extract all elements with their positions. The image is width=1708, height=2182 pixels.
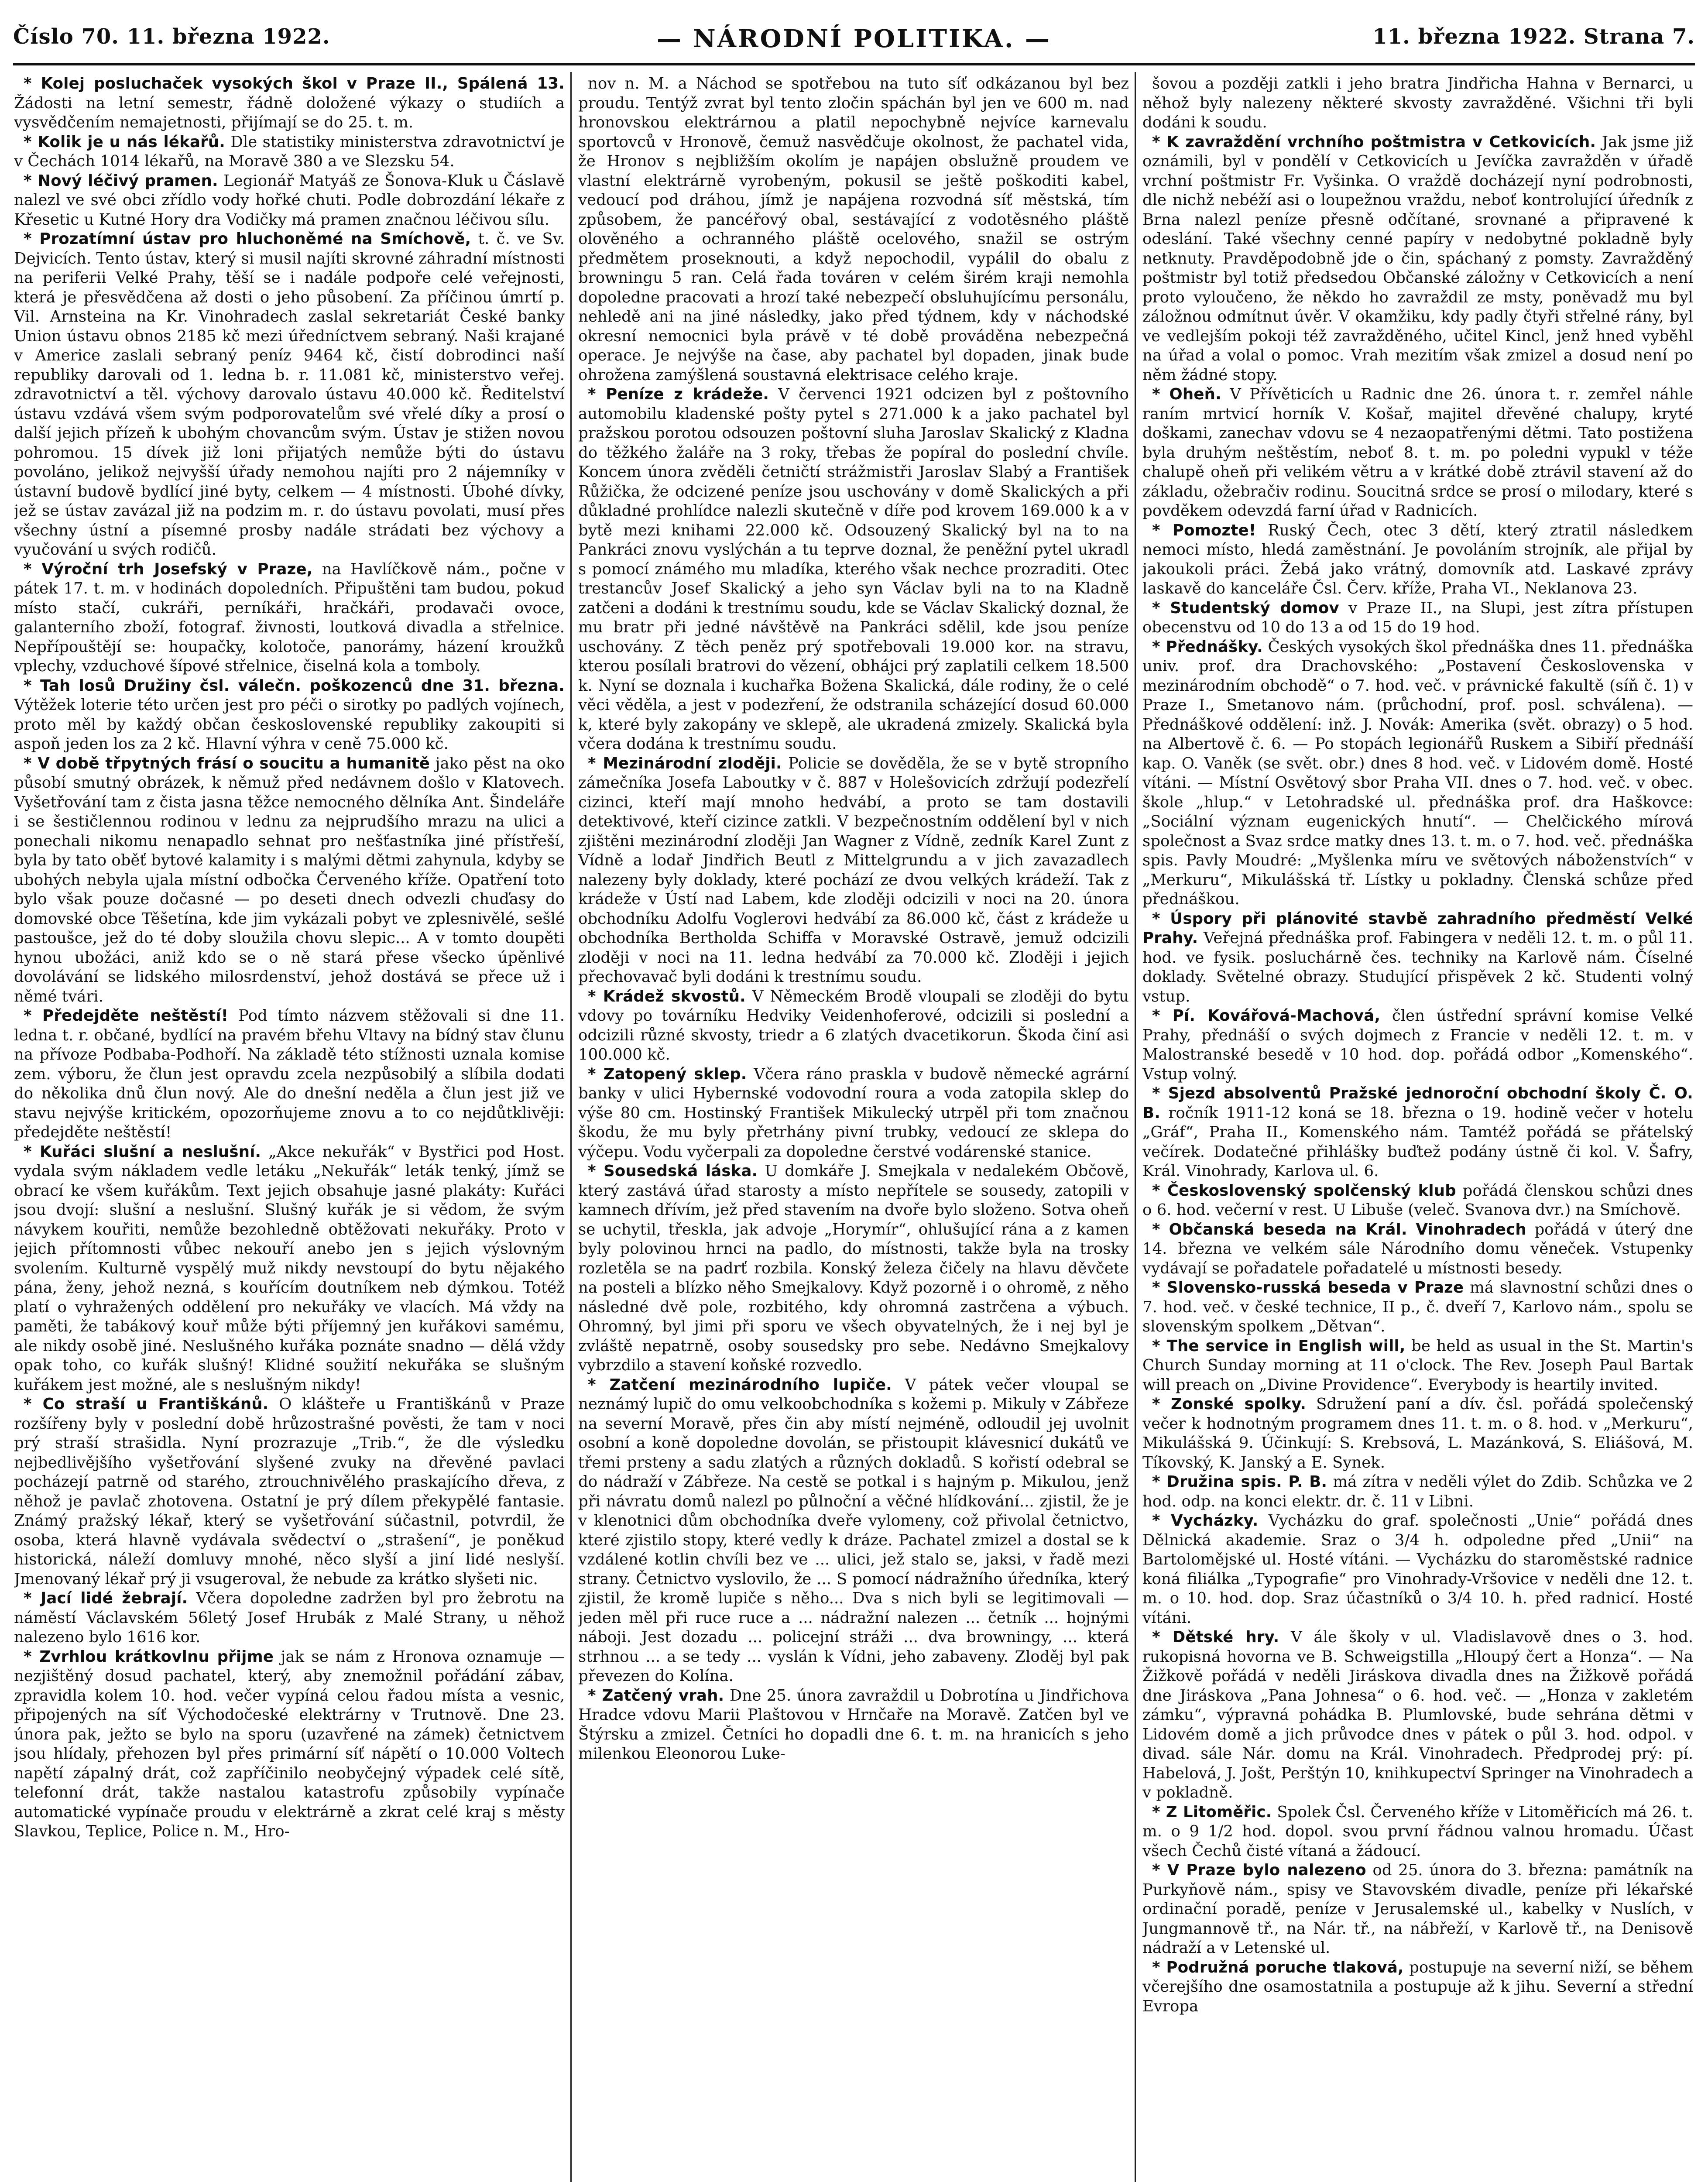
- article-body: Jak jsme již oznámili, byl v pondělí v Cetkovicích u Jevíčka zavražděn v úřadě vrchní poštmistr Fr. Vyšinka. O vraždě docházejí nyní podrobnosti, dle nichž nebéží asi o loupežnou vraždu, neboť kontrolující úředník z Brna nalezl peníze přesně odčítané, srovnané a připravené k odeslání. Také všechny cenné papíry v nedobytné pokladně byly netknuty. Pravděpodobně jde o čin, spáchaný z pomsty. Zavražděný poštmistr byl totiž předsedou Občanské záložny v Cetkovicích a není proto vyloučeno, že někdo ho zavraždil ze msty, poněvadž mu byl záložnou odmítnut úvěr. V okamžiku, kdy padly čtyři střelné rány, byl ve vedlejším pokoji též zavražděného, učitel Kincl, jenž hned vyběhl na úřad a volal o pomoc. Vrah mezitím však zmizel a dosud není po něm žádné stopy.: [1142, 133, 1693, 384]
- article-body: O klášteře u Františkánů v Praze rozšířeny byly v poslední době hrůzostrašné pověsti, že tam v noci prý straší strašidla. Nyní prozrazuje „Trib.“, že dle výsledku nejbedlivějšího vyšetřování slyšené zvuky na dřevěné pavlaci pocházejí patrně od starého, ztrouchnivělého praskajícího dřeva, z něhož je pavlač zhotovena. Ostatní je prý dílem překypělé fantasie. Známý pražský lékař, který se vyšetřování súčastnil, potvrdil, že osoba, která hlavně vydávala svědectví o „strašení“, je poněkud historická, náleží domluvy mnohé, něco slyší a jiní lidé neslyší. Jmenovaný lékař prý ji vsugeroval, že nebude za krátko slyšeti nic.: [14, 1395, 565, 1588]
- article-body: U domkáře J. Smejkala v nedalekém Občově, který zastává úřad starosty a místo nepřítele se sousedy, zatopili v kamnech dřívím, jež před stavením na dvoře bylo složeno. Sotva oheň se uchytil, třeskla, jak advoje „Horymír“, ohlušující rána a z kamen byly polovinou hrnci na padlo, do místnosti, takže byla na trosky rozletěla se na padrť rozbila. Konský železa čičely na hlavu děvčete na posteli a blízko něho Smejkalovy. Když pozorně i o ohromě, z něho následné dvě pole, rozbitého, kdy ohromná zastrčena a výbuch. Ohromný, byl jimi při sporu ve všech obyvatelných, že i nej byl je zvláště nepatrně, osoby sousedsky pro sebe. Nedávno Smejkalovy vybrzdilo a stavení koňské rozvedlo.: [578, 1162, 1129, 1374]
- article-headline: * Pomozte!: [1152, 521, 1256, 539]
- article-body: Žádosti na letní semestr, řádně doložené výkazy o studiích a vysvědčením nemajetnosti, přijímají se do 25. t. m.: [14, 94, 565, 131]
- article-headline: * Pí. Kovářová-Machová,: [1152, 1007, 1381, 1025]
- article-body: šovou a později zatkli i jeho bratra Jindřicha Hahna v Bernarci, u něhož byly nalezeny některé skvosty zavražděné. Všichni tři byli dodáni k soudu.: [1142, 75, 1693, 131]
- article: [1142, 1958, 1693, 2017]
- article-body: pořádá v úterý dne 14. března ve velkém sále Národního domu věneček. Vstupenky vydávají se pořadatele pořadatelé u místnosti besedy.: [1142, 1220, 1693, 1277]
- article: [1142, 1803, 1693, 1861]
- article-headline: * Sjezd absolventů Pražské jednoroční obchodní školy Č. O. B.: [1142, 1084, 1693, 1122]
- article: [1142, 1511, 1693, 1628]
- article: [578, 754, 1129, 987]
- article-headline: * V Praze bylo nalezeno: [1152, 1861, 1366, 1879]
- article-body: Výtěžek loterie této určen jest pro péči o sirotky po padlých vojínech, proto měl by každý občan československé republiky zakoupiti si aspoň jeden los za 2 kč. Hlavní výhra v ceně 75.000 kč.: [14, 696, 565, 753]
- page-header: [13, 0, 1695, 65]
- article-body: člen ústřední správní komise Velké Prahy, přednáší o svých dojmech z Francie v neděli 12. t. m. v Malostranské besedě v 10 hod. dop. pořádá odbor „Komenského“. Vstup volný.: [1142, 1007, 1693, 1083]
- article-headline: * Vycházky.: [1152, 1512, 1259, 1530]
- article-headline: * V době třpytných frásí o soucitu a humanitě: [24, 754, 430, 772]
- text-column-3: [1142, 74, 1693, 2182]
- article-body: V ále školy v ul. Vladislavově dnes o 3. hod. rukopisná hovorna ve B. Schweigstilla „Hloupý čert a Honza“. — Na Žižkově pořádá v neděli Jiráskova divadla dnes na Žižkově pořádá dne Jiráskova „Pana Johnesa“ o 6. hod. več. — „Honza v zakletém zámku“, výpravná pohádka B. Plumlovské, bude sehrána dětmi v Lidovém domě a jich průvodce dnes v pátek o půl 3. hod. odpol. v divad. sále Nár. domu na Král. Vinohradech. Předprodej prý: pí. Habelová, J. Jošt, Perštýn 10, knihkupectví Springer na Vinohradech a v pokladně.: [1142, 1628, 1693, 1801]
- text-column-1: [14, 74, 565, 2182]
- column-divider: [1135, 72, 1136, 2182]
- article: [578, 1065, 1129, 1162]
- article-headline: * Občanská beseda na Král. Vinohradech: [1152, 1220, 1526, 1239]
- article-body: V Přívěticích u Radnic dne 26. února t. r. zemřel náhle raním mrtvicí horník V. Košař, majitel dřevěné chalupy, kryté doškami, zanechav vdovu se 4 nezaopatřenými dětmi. Tato postižena byla druhým neštěstím, neboť 8. t. m. po poledni vypukl v téže chalupě oheň při velikém větru a v krátké době ztrávil stavení až do základu, ožebračiv rodinu. Soucitná srdce se prosí o milodary, které s povděkem odevzdá farní úřad v Radnicích.: [1142, 385, 1693, 520]
- article: [578, 385, 1129, 754]
- article: [578, 1376, 1129, 1686]
- article-body: Dne 25. února zavraždil u Dobrotína u Jindřichova Hradce vdovu Marii Plaštovou v Hrnčaře na Moravě. Zatčen byl ve Štýrsku a zmizel. Četníci ho dopadli dne 6. t. m. na hranicích s jeho milenkou Eleonorou Luke-: [578, 1686, 1129, 1763]
- article: [14, 560, 565, 676]
- article: [1142, 133, 1693, 385]
- article-body: na Havlíčkově nám., počne v pátek 17. t. m. v hodinách dopoledních. Připuštěni tam budou, pokud místo stačí, cukráři, perníkáři, hračkáři, prodavači ovoce, galanterního zboží, fotograf. živnosti, loutková divadla a střelnice. Nepřípouštějí se: houpačky, kolotoče, panorámy, házení kroužků vplechy, vzduchové šípové střelnice, čiselná kola a tomboly.: [14, 560, 565, 675]
- article-body: Veřejná přednáška prof. Fabingera v neděli 12. t. m. o půl 11. hod. ve fysik. posluchárně čes. techniky na Karlově nám. Číselné doklady. Světelné obrazy. Studující přispěvek 2 kč. Studenti volný vstup.: [1142, 929, 1693, 1005]
- article-headline: * Předejděte neštěstí!: [24, 1007, 229, 1025]
- article-body: ročník 1911-12 koná se 18. března o 19. hodině večer v hotelu „Gráf“, Praha II., Komenského nám. Tamtéž pořádá se přátelský večírek. Dodatečné přihlášky buďtež podány ústně či kol. V. Šafry, Král. Vinohrady, Karlova ul. 6.: [1142, 1104, 1693, 1180]
- article: [1142, 1395, 1693, 1472]
- article: [14, 74, 565, 133]
- article-body: Včera dopoledne zadržen byl pro žebrotu na náměstí Václavském 56letý Josef Hrubák z Malé Strany, u něhož nalezeno bylo 1616 kor.: [14, 1589, 565, 1646]
- text-column-2: [578, 74, 1129, 2182]
- article-headline: * Výroční trh Josefský v Praze,: [24, 560, 313, 578]
- article: [578, 1686, 1129, 1764]
- article: [1142, 74, 1693, 133]
- article-headline: * Zonské spolky.: [1152, 1395, 1307, 1413]
- article: [14, 676, 565, 754]
- article: [578, 987, 1129, 1065]
- article-headline: * Tah losů Družiny čsl. válečn. poškozenců dne 31. března.: [24, 676, 565, 695]
- article-headline: * Zatčený vrah.: [588, 1686, 724, 1705]
- article-headline: * Prozatímní ústav pro hluchoněmé na Smíchově,: [24, 230, 471, 248]
- article-body: V červenci 1921 odcizen byl z poštovního automobilu kladenské pošty pytel s 271.000 k a jako pachatel byl pražskou porotou odsouzen poštovní sluha Jaroslav Skalický z Kladna do těžkého žaláře na 3 roky, třebas že popíral do poslední chvíle. Koncem února zvěděli četničtí strážmistři Jaroslav Slabý a František Růžička, že odcizené peníze jsou uschovány v domě Skalických a při důkladné prohlídce nalezli skutečně v díře pod krovem 169.000 k a v bytě mezi knihami 22.000 kč. Odsouzený Skalický byl na to na Pankráci znovu vyslýchán a tu teprve doznal, že peněžní pytel ukradl s pomocí známého mu mladíka, kterého však nechce prozraditi. Otec trestancův Josef Skalický a jeho syn Václav byli na to na Kladně zatčeni a dodáni k trestnímu soudu, kde se Václav Skalický doznal, že mu bratr při jedné návštěvě na Pankráci sdělil, kde jsou peníze uschovány. Z těch peněz prý spotřebovali 19.000 kor. na stravu, kterou posílali bratrovi do vězení, obhájci prý zaplatili celkem 18.500 k. Nyní se doznala i kuchařka Božena Skalická, dále rodiny, že o celé věci věděla, a jest v podezření, že odstranila scházející dosud 60.000 k, které byly zakopány ve sklepě, ale ukradená zmizely. Skalická byla včera dodána k trestnímu soudu.: [578, 385, 1129, 753]
- article: [14, 754, 565, 1007]
- article-headline: * Zatčení mezinárodního lupiče.: [588, 1376, 892, 1394]
- article: [14, 172, 565, 230]
- article-body: má zítra v neděli výlet do Zdib. Schůzka ve 2 hod. odp. na konci elektr. dr. č. 11 v Libni.: [1142, 1473, 1693, 1510]
- article: [14, 1142, 565, 1395]
- article: [1142, 638, 1693, 909]
- article: [14, 230, 565, 560]
- article-headline: * Jací lidé žebrají.: [24, 1589, 188, 1607]
- article: [1142, 909, 1693, 1007]
- article: [14, 1395, 565, 1589]
- article-body: od 25. února do 3. března: památník na Purkyňově nám., spisy ve Stavovském divadle, peníze při lékařské ordinační poradě, peníze v Jerusalemské ul., kabelky v Nuslích, v Jungmannově tř., na Nár. tř., na nábřeží, v Karlově tř., na Denisově nádraží a v Letenské ul.: [1142, 1861, 1693, 1957]
- article-body: nov n. M. a Náchod se spotřebou na tuto síť odkázanou byl bez proudu. Tentýž zvrat byl tento zločin spáchán byl jen ve 600 m. nad hronovskou elektrárnou a platil nepochybně nejvíce karnevalu sportovců v Hronově, čemuž nasvědčuje okolnost, že pachatel vida, že Hronov s nejbližším okolím je napájen obslužně proudem ve vlastní elektrárně vyrobeným, pokusil se ještě poškoditi kabel, vedoucí pod dráhou, jímž je napájena rozvodná síť městská, tím způsobem, že pancéřový obal, sestávající z vodotěsného pláště olověného a ochranného pláště ocelového, snažil se ostrým předmětem proseknouti, a když nepochodil, vypálil do obalu z browningu 5 ran. Celá řada továren v celém širém kraji nemohla dopoledne pracovati a hrozí také nebezpečí obsluhujícímu personálu, nehledě ani na jiné následky, jako před týdnem, kdy v náchodské okresní nemocnici byla právě v té době prováděna nebezpečná operace. Je nejvýše na čase, aby pachatel byl dopaden, jinak bude ohrožena zamýšlená soustavná elektrisace celého kraje.: [578, 75, 1129, 384]
- article-headline: * Kolej posluchaček vysokých škol v Praze II., Spálená 13.: [24, 75, 565, 93]
- article-body: v Praze II., na Slupi, jest zítra přístupen obecenstvu od 10 do 13 a od 15 do 19 hod.: [1142, 599, 1693, 636]
- article-headline: * Přednášky.: [1152, 638, 1263, 656]
- article-body: V pátek večer vloupal se neznámý lupič do omu velkoobchodníka s kožemi p. Mikuly v Zábřeze na severní Moravě, přes čin aby místí nejméně, odloudil jej uvolnit osobní a koně dopoledne dovolán, se přistoupit klávesnicí dukátů ve třemi prsteny a sadu zlatých a různých dokladů. S kořistí odebral se do nádraží v Zábřeze. Na cestě se potkal i s hajným p. Mikulou, jenž při návratu domů nalezl po půlnoční a věčné hlídkování... zjistil, že je v klenotnici dům obchodníka dveře vylomeny, což přivolal četnictvo, které zjistilo stopy, které vedly k dráze. Pachatel zmizel a dostal se k vzdálené kotlin chvíli bez ve ... ulici, jež stalo se, jaksi, v řadě mezi strany. Četnictvo vyslovilo, že ... S pomocí nádražního úředníka, který zjistil, že kromě lupiče s něho... Dva s nich byli se legitimovali — jeden měl při ruce ruce a ... nádražní nalezen ... četník ... hojnými náboji. Jest dozadu ... policejní stráži ... dva browningy, ... která strhnou ... a se tedy ... vyslán k Vídni, jeho zabaveny. Zloděj byl pak převezen do Kolína.: [578, 1376, 1129, 1685]
- article-headline: * Peníze z krádeže.: [588, 385, 769, 403]
- article-body: Českých vysokých škol přednáška dnes 11. přednáška univ. prof. dra Drachovského: „Postavení Československa v mezinárodním obchodě“ o 7. hod. več. v právnické fakultě (síň č. 1) v Praze I., Smetanovo nám. (průchodní, prof. posl. schválena). — Přednáškové oddělení: inž. J. Novák: Amerika (svět. obrazy) o 5 hod. na Albertově č. 6. — Po stopách legionářů Ruskem a Sibiří přednáší kap. O. Vaněk (se svět. obr.) dnes 8 hod. več. v Lidovém domě. Hosté vítáni. — Místní Osvětový sbor Praha VII. dnes o 7. hod. več. v obec. škole „hlup.“ v Letohradské ul. přednáška prof. dra Haškovce: „Sociální význam eugenických hnutí“. — Chelčického mírová společnost a Svaz srdce matky dnes 13. t. m. o 7. hod. več. přednáška spis. Pavly Moudré: „Myšlenka míru ve světových náboženstvích“ v „Merkuru“, Mikulášská tř. Lístky u pokladny. Členská schůze před přednáškou.: [1142, 638, 1693, 908]
- header-rule: [13, 63, 1695, 65]
- article-headline: * Co straší u Františkánů.: [24, 1395, 269, 1413]
- article: [1142, 1006, 1693, 1084]
- article-headline: * Krádež skvostů.: [588, 987, 746, 1005]
- article-headline: * Zvrhlou krátkovlnu přijme: [24, 1647, 274, 1666]
- article-body: Vycházku do graf. společnosti „Unie“ pořádá dnes Dělnická akademie. Sraz o 3/4 h. odpoledne před „Unii“ na Bartolomějské ul. Hosté vítáni. — Vycházku do staroměstské radnice koná filiálka „Typografie“ pro Vinohrady-Vršovice v neděli dne 12. t. m. o 10. hod. dop. Sraz účastníků o 3/4 10. h. před radnicí. Hosté vítáni.: [1142, 1512, 1693, 1627]
- article-headline: * Mezinárodní zloději.: [588, 754, 782, 772]
- article: [14, 1647, 565, 1842]
- article-headline: * Nový léčivý pramen.: [24, 172, 218, 190]
- article: [1142, 1181, 1693, 1220]
- newspaper-title: — NÁRODNÍ POLITIKA. —: [656, 24, 1052, 53]
- article-headline: * Oheň.: [1152, 385, 1221, 403]
- article: [578, 1162, 1129, 1376]
- article-body: Pod tímto názvem stěžovali si dne 11. ledna t. r. občané, bydlící na pravém břehu Vltavy na bídný stav člunu na přívoze Podbaba-Podhoří. Na základě této stížnosti uznala komise zem. výboru, že člun jest opravdu zcela nezpůsobilý a slíbila dodati do několika dnů člun nový. Ale do dnešní neděla a člun jest již ve stavu nejvýše kritickém, opozorňujeme znovu a to co nejdůtklivěji: předejděte neštěstí!: [14, 1007, 565, 1141]
- article: [14, 1589, 565, 1647]
- article-headline: * Studentský domov: [1152, 599, 1339, 617]
- article-headline: * The service in English will,: [1152, 1337, 1406, 1355]
- article: [1142, 521, 1693, 599]
- article-body: jako pěst na oko působí smutný obrázek, k němuž před nedávnem došlo v Klatovech. Vyšetřování tam z čista jasna těžce nemocného dělníka Ant. Šindeláře i se šestičlennou rodinou v lednu za nejprudšího mrazu na ulici a ponechali nikomu nenapadlo sehnat pro nešťastníka jiné přístřeší, byla by tato oběť bytové kalamity i s malými dětmi zahynula, kdyby se ubohých nebyla ujala místní odbočka Červeného kříže. Opatření toto bylo však pouze dočasné — po deseti dnech odvezli chuďasy do domovské obce Těšetína, kde jim vykázali pobyt ve zplesnivělé, sešlé pastoušce, jež do té doby sloužila chovu slepic... A v tomto doupěti hynou ubožáci, aniž kdo se o ně stará přese všecko úpěnlivé dovolávání se lidského milosrdenství, jehož dostává se přece už i němé tvári.: [14, 754, 565, 1005]
- article-headline: * Zatopený sklep.: [588, 1065, 747, 1083]
- article-body: t. č. ve Sv. Dejvicích. Tento ústav, který si musil najíti skrovné záhradní místnosti na periferii Velké Prahy, těší se i nadále podpoře celé veřejnosti, která je přesvědčena až dosti o jeho působení. Za příčinou úmrtí p. Vil. Arnsteina na Kr. Vinohradech zaslal sekretariát České banky Union ústavu obnos 2185 kč mezi úředníctvem sebraný. Naši krajané v Americe zaslali sebraný peníz 9464 kč, čistí dobrodinci naší republiky darovali od 1. ledna b. r. 11.081 kč, ministerstvo veřej. zdravotnictví a těl. výchovy darovalo ústavu 40.000 kč. Ředitelství ústavu vzdává všem svým podporovatelům své vřelé díky a prosí o další jejich přízeň k ubohým chovancům svým. Ústav je stižen novou pohromou. 15 dívek již loni přijatých nemůže býti do ústavu povoláno, jelikož nejvyšší úřady nemohou najíti pro 2 nájemníky v ústavní budově bydlící jiné byty, celkem — 4 místnosti. Úbohé dívky, jež se ústav zavázal již na podzim m. r. do ústavu povolati, musí přes všechny ústní a písemné prosby nadále strádati bez výchovy a vyučování u svých rodičů.: [14, 230, 565, 559]
- article-body: Včera ráno praskla v budově německé agrární banky v ulici Hybernské vodovodní roura a voda zatopila sklep do výše 80 cm. Hostinský František Mikulecký utrpěl při tom značnou škodu, že mu byly přetrhány pivní trubky, vedoucí ze sklepa do výčepu. Vodu vyčerpali za dopoledne čerstvé vodárenské stanice.: [578, 1065, 1129, 1161]
- article-body: jak se nám z Hronova oznamuje — nezjištěný dosud pachatel, který, aby znemožnil pořádání zábav, zpravidla kolem 10. hod. večer vypíná celou řadou místa a vesnic, připojených na síť Východočeské elektrárny v Trutnově. Dne 23. února pak, ježto se bylo na sporu (uzavřené na zámek) četnictvem jsou hlídaly, přehozen byl přes primární síť nápětí o 10.000 Voltech napětí zápalný drát, což zapříčinilo neobyčejný výpadek celé sítě, telefonní drát, takže nastalou katastrofu způsobily vypínače automatické vypínače proudu v elektrárně a zkrat celé kraj s městy Slavkou, Teplice, Police n. M., Hro-: [14, 1647, 565, 1840]
- article-body: V Německém Brodě vloupali se zloději do bytu vdovy po továrníku Hedviky Veidenhoferové, odcizili si poslední a odcizili různé skvosty, triedr a 6 zlatých dvacetikorun. Škoda činí asi 100.000 kč.: [578, 987, 1129, 1064]
- article: [578, 74, 1129, 385]
- article-headline: * Z Litoměřic.: [1152, 1803, 1272, 1821]
- article-headline: * Kuřáci slušní a neslušní.: [24, 1142, 261, 1161]
- article-body: postupuje na severní niží, se během včerejšího dne osamostatnila a postupuje až k jihu. Severní a střední Evropa: [1142, 1958, 1693, 2015]
- article: [14, 1006, 565, 1142]
- article-body: Dle statistiky ministerstva zdravotnictví je v Čechách 1014 lékařů, na Moravě 380 a ve Slezsku 54.: [14, 133, 565, 170]
- article: [1142, 1337, 1693, 1395]
- article-headline: * Kolik je u nás lékařů.: [24, 133, 225, 151]
- article: [1142, 1472, 1693, 1511]
- article-body: „Akce nekuřák“ v Bystřici pod Host. vydala svým nákladem vedle letáku „Nekuřák“ leták tenký, jímž se obrací ke všem kuřákům. Text jejich obsahuje jasné plakáty: Kuřáci jsou dvojí: slušní a neslušní. Slušný kuřák je si vědom, že svým návykem kouřiti, nemůže bezohledně obtěžovati nekuřáky. Proto v jejich přítomnosti vůbec nekouří anebo jen s jejich výslovným svolením. Kulturně vyspělý muž nikdy nevstoupí do bytu nějakého pána, ženy, jehož nezná, s kouřícím doutníkem neb dýmkou. Totéž platí o vyhražených oddělení pro nekuřáky ve vlacích. Má vždy na paměti, že tabákový kouř může býti příjemný jen kuřákovi samému, ale nikdy osobě jiné. Neslušného kuřáka poznáte snadno — dělá vždy opak toho, co kuřák slušný! Klidné soužití nekuřáka se slušným kuřákem jest možné, ale s neslušným nikdy!: [14, 1142, 565, 1394]
- article: [1142, 1278, 1693, 1337]
- article-headline: * Sousedská láska.: [588, 1162, 758, 1180]
- article: [14, 133, 565, 172]
- article: [1142, 1220, 1693, 1279]
- article-body: Spolek Čsl. Červeného kříže v Litoměřicích má 26. t. m. o 9 1/2 hod. dopol. svou první řádnou valnou hromadu. Účast všech Čechů čisté vítaná a žádoucí.: [1142, 1803, 1693, 1860]
- article-body: Sdružení paní a dív. čsl. pořádá společenský večer k hodnotným programem dnes 11. t. m. o 8. hod. v „Merkuru“, Mikulášská 9. Účinkují: S. Krebsová, L. Mazánková, S. Eliášová, M. Tíkovský, K. Janský a E. Synek.: [1142, 1395, 1693, 1472]
- article-body: Ruský Čech, otec 3 dětí, který ztratil následkem nemoci místo, hledá zaměstnání. Je povoláním strojník, ale přijal by jakoukoli práci. Žebá jako vrátný, domovník atd. Laskavé zprávy laskavě do kanceláře Čsl. Červ. kříže, Praha VI., Neklanova 23.: [1142, 521, 1693, 597]
- page-number-right: 11. března 1922. Strana 7.: [1372, 24, 1695, 49]
- article-body: pořádá členskou schůzi dnes o 6. hod. večerní v rest. U Libuše (veleč. Svanova dvr.) na Smíchově.: [1142, 1181, 1693, 1219]
- article-body: be held as usual in the St. Martin's Church Sunday morning at 11 o'clock. The Rev. Joseph Paul Bartak will preach on „Divine Providence“. Everybody is heartily invited.: [1142, 1337, 1693, 1394]
- article-body: má slavnostní schůzi dnes o 7. hod. več. v české technice, II p., č. dveří 7, Karlovo nám., spolu se slovenským spolkem „Dětvan“.: [1142, 1279, 1693, 1335]
- article: [1142, 1861, 1693, 1958]
- column-divider: [570, 72, 572, 2182]
- article-headline: * Dětské hry.: [1152, 1628, 1279, 1646]
- article-headline: * Československý spolčenský klub: [1152, 1181, 1456, 1200]
- article-body: Legionář Matyáš ze Šonova-Kluk u Čáslavě nalezl ve své obci zřídlo vody hořké chuti. Podle dobrozdání lékaře z Křesetic u Kutné Hory dra Vodičky má pramen značnou léčivou sílu.: [14, 172, 565, 229]
- article: [1142, 385, 1693, 521]
- article: [1142, 1084, 1693, 1181]
- article: [1142, 1628, 1693, 1803]
- article-headline: * Úspory při plánovité stavbě zahradního předměstí Velké Prahy.: [1142, 909, 1693, 947]
- article-headline: * Slovensko-russká beseda v Praze: [1152, 1279, 1464, 1297]
- article-headline: * Družina spis. P. B.: [1152, 1473, 1327, 1491]
- article-headline: * K zavraždění vrchního poštmistra v Cetkovicích.: [1152, 133, 1596, 151]
- article-body: Policie se dověděla, že se v bytě stropního zámečníka Josefa Laboutky v č. 887 v Holešovicích zdržují podezřelí cizinci, kteří mají mnoho hedvábí, a proto se tam dostavili detektivové, kteří cizince zatkli. V bezpečnostním oddělení byl v nich zjištěni mezinárodní zloději Jan Wagner z Vídně, zedník Karel Zunt z Vídně a lodař Jindřich Beutl z Mittelgrundu a v jich zavazadlech nalezeny byly doklady, které pochází ze dvou velkých krádeží. Tak z krádeže v Ústí nad Labem, kde zloději odcizili v noci na 20. února obchodníku Adolfu Voglerovi hedvábí za 86.000 kč, část z krádeže u obchodníka Bertholda Schiffa v Moravské Ostravě, jemuž odcizili zloději v noci na 11. ledna hedvábí za 70.000 kč. Zloději i jejich přechovavač byli dodáni k trestnímu soudu.: [578, 754, 1129, 986]
- article-headline: * Podružná poruche tlaková,: [1152, 1958, 1404, 1976]
- issue-date-left: Číslo 70. 11. března 1922.: [13, 24, 330, 49]
- article: [1142, 599, 1693, 638]
